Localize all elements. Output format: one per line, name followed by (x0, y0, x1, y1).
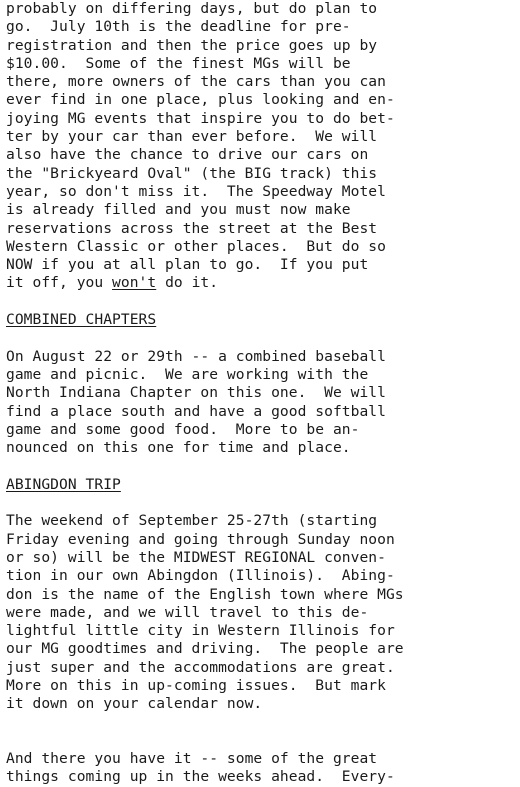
spacer (6, 329, 516, 347)
text-line: were made, and we will travel to this de- (6, 603, 369, 621)
spacer (6, 293, 516, 311)
section-heading-combined-chapters: COMBINED CHAPTERS (6, 311, 157, 329)
text-line: things coming up in the weeks ahead. Every- (6, 768, 395, 786)
text-line-final (6, 274, 516, 292)
text-line: also have the chance to drive our cars on (6, 146, 369, 164)
text-line: registration and then the price goes up by (6, 36, 378, 54)
closing-paragraph (6, 750, 516, 787)
text-line: the "Brickyeard Oval" (the BIG track) this (6, 164, 378, 182)
text-line: The weekend of September 25-27th (starting (6, 512, 378, 530)
text-line: just super and the accommodations are great. (6, 658, 395, 676)
text-line: ever find in one place, plus looking and en- (6, 91, 395, 109)
text-line: or so) will be the MIDWEST REGIONAL conven- (6, 548, 386, 566)
text-line: our MG goodtimes and driving. The people are (6, 640, 404, 658)
abingdon-trip-paragraph (6, 512, 516, 713)
spacer (6, 457, 516, 475)
text-line: don is the name of the English town where MGs (6, 585, 404, 603)
text-fragment: do it. (156, 274, 219, 292)
text-line: probably on differing days, but do plan to (6, 0, 378, 17)
spacer (6, 494, 516, 512)
spacer (6, 714, 516, 751)
text-line: And there you have it -- some of the great (6, 750, 378, 768)
text-line: Friday evening and going through Sunday noon (6, 530, 395, 548)
text-line: game and picnic. We are working with the (6, 365, 369, 383)
text-line: More on this in up-coming issues. But mark (6, 676, 386, 694)
text-line: nounced on this one for time and place. (6, 439, 351, 457)
text-fragment: it off, you (6, 274, 113, 292)
text-line: On August 22 or 29th -- a combined baseball (6, 347, 386, 365)
text-line: lightful little city in Western Illinois for (6, 622, 395, 640)
text-line: NOW if you at all plan to go. If you put (6, 256, 369, 274)
text-line: find a place south and have a good softball (6, 402, 386, 420)
newsletter-page (6, 0, 516, 787)
text-line: there, more owners of the cars than you can (6, 73, 386, 91)
text-line: ter by your car than ever before. We will (6, 128, 378, 146)
text-line: Western Classic or other places. But do so (6, 237, 386, 255)
text-line: North Indiana Chapter on this one. We will (6, 384, 386, 402)
text-line: $10.00. Some of the finest MGs will be (6, 54, 351, 72)
text-line: game and some good food. More to be an- (6, 420, 360, 438)
text-line: go. July 10th is the deadline for pre- (6, 18, 351, 36)
intro-paragraph (6, 0, 516, 293)
emphasized-word: won't (112, 274, 157, 292)
text-line: tion in our own Abingdon (Illinois). Abing- (6, 567, 395, 585)
combined-chapters-paragraph (6, 348, 516, 458)
text-line: reservations across the street at the Best (6, 219, 378, 237)
text-line: is already filled and you must now make (6, 201, 351, 219)
text-line: it down on your calendar now. (6, 695, 263, 713)
text-line: year, so don't miss it. The Speedway Motel (6, 182, 386, 200)
text-line: joying MG events that inspire you to do bet- (6, 109, 395, 127)
section-heading-abingdon-trip: ABINGDON TRIP (6, 475, 121, 493)
